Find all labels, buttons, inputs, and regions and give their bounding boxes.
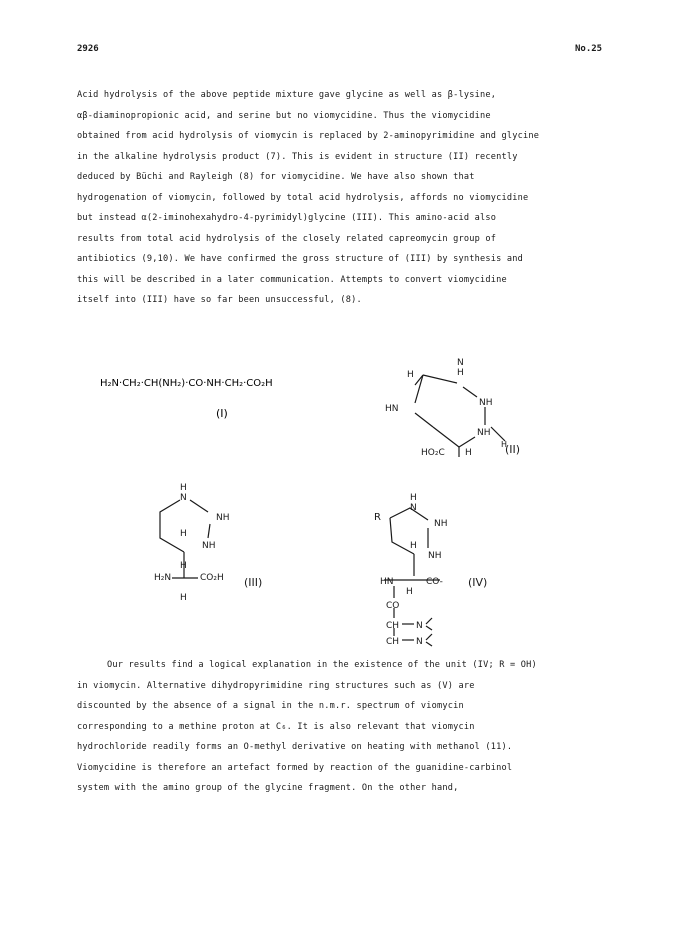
atom: CH — [386, 621, 400, 631]
atom: H — [406, 587, 413, 597]
text-line: itself into (III) have so far been unsuccessful, (8). — [77, 295, 362, 305]
text-line: but instead α(2-iminohexahydro-4-pyrimidyl)glycine (III). This amino-acid also — [77, 213, 497, 223]
atom: NH — [202, 541, 216, 551]
atom: CO- — [426, 577, 443, 587]
atom: N — [416, 637, 423, 647]
text-line: obtained from acid hydrolysis of viomycin is replaced by 2-aminopyrimidine and glycine — [77, 131, 540, 141]
text-line: in the alkaline hydrolysis product (7). This is evident in structure (II) recently — [77, 151, 518, 162]
atom: N — [416, 621, 423, 631]
text-line: αβ-diaminopropionic acid, and serine but no viomycidine. Thus the viomycidine — [77, 110, 491, 121]
atom: HN — [385, 404, 399, 414]
text-line: this will be described in a later communication. Attempts to convert viomycidine — [77, 274, 507, 285]
structure-ii-label: (II) — [505, 443, 521, 456]
atom: NH — [434, 519, 448, 529]
text-line: results from total acid hydrolysis of the closely related capreomycin group of — [77, 233, 497, 244]
text-line: antibiotics (9,10). We have confirmed the gross structure of (III) by synthesis and — [77, 254, 524, 264]
structure-iii — [150, 480, 310, 610]
text-line: deduced by Büchi and Rayleigh (8) for viomycidine. We have also shown that — [77, 172, 475, 182]
structure-i — [100, 372, 300, 432]
atom: H — [180, 561, 187, 571]
atom: NH — [479, 398, 493, 408]
text-line: hydrochloride readily forms an O-methyl derivative on heating with methanol (11). — [77, 742, 513, 752]
text-line: Our results find a logical explanation in the existence of the unit (IV; R = OH) — [107, 660, 537, 670]
structure-i-label: (I) — [216, 407, 228, 420]
text-line: hydrogenation of viomycin, followed by total acid hydrolysis, affords no viomycidine — [77, 192, 529, 203]
atom: H — [465, 448, 472, 458]
text-line: Acid hydrolysis of the above peptide mixture gave glycine as well as β-lysine, — [77, 90, 497, 100]
paragraph-1 — [77, 85, 617, 311]
atom: N — [410, 503, 417, 513]
atom: HO₂C — [421, 448, 445, 458]
atom: NH — [477, 428, 491, 438]
atom: CH — [386, 637, 400, 647]
atom: NH — [428, 551, 442, 561]
structure-i-formula: H₂N·CH₂·CH(NH₂)·CO·NH·CH₂·CO₂H — [100, 378, 273, 389]
page-number: 2926 — [77, 44, 99, 54]
atom: H — [180, 483, 187, 493]
atom: H — [410, 541, 417, 551]
atom: H — [180, 593, 187, 603]
text-line: system with the amino group of the glycine fragment. On the other hand, — [77, 783, 459, 793]
structure-ii — [355, 355, 545, 465]
text-line: discounted by the absence of a signal in the n.m.r. spectrum of viomycin — [77, 701, 464, 711]
atom: N — [180, 493, 187, 503]
atom: H — [457, 368, 464, 378]
text-line: Viomycidine is therefore an artefact formed by reaction of the guanidine-carbinol — [77, 762, 513, 773]
structure-iv-label: (IV) — [468, 576, 488, 589]
atom: R — [374, 512, 381, 523]
atom: H₂N — [154, 573, 172, 583]
atom: H — [410, 493, 417, 503]
atom: NH — [216, 513, 230, 523]
atom: CO — [386, 601, 400, 611]
text-line: in viomycin. Alternative dihydropyrimidine ring structures such as (V) are — [77, 680, 475, 691]
atom: HN — [380, 577, 394, 587]
text-line: corresponding to a methine proton at C₆. It is also relevant that viomycin — [77, 721, 475, 732]
atom: H — [180, 529, 187, 539]
paragraph-2 — [77, 655, 617, 799]
atom: H — [501, 440, 508, 449]
atom: CO₂H — [200, 573, 224, 583]
atom: H — [407, 370, 414, 380]
atom: N — [457, 358, 464, 368]
structure-iii-label: (III) — [244, 576, 263, 589]
structure-iv — [370, 490, 560, 650]
issue-number: No.25 — [575, 44, 603, 54]
